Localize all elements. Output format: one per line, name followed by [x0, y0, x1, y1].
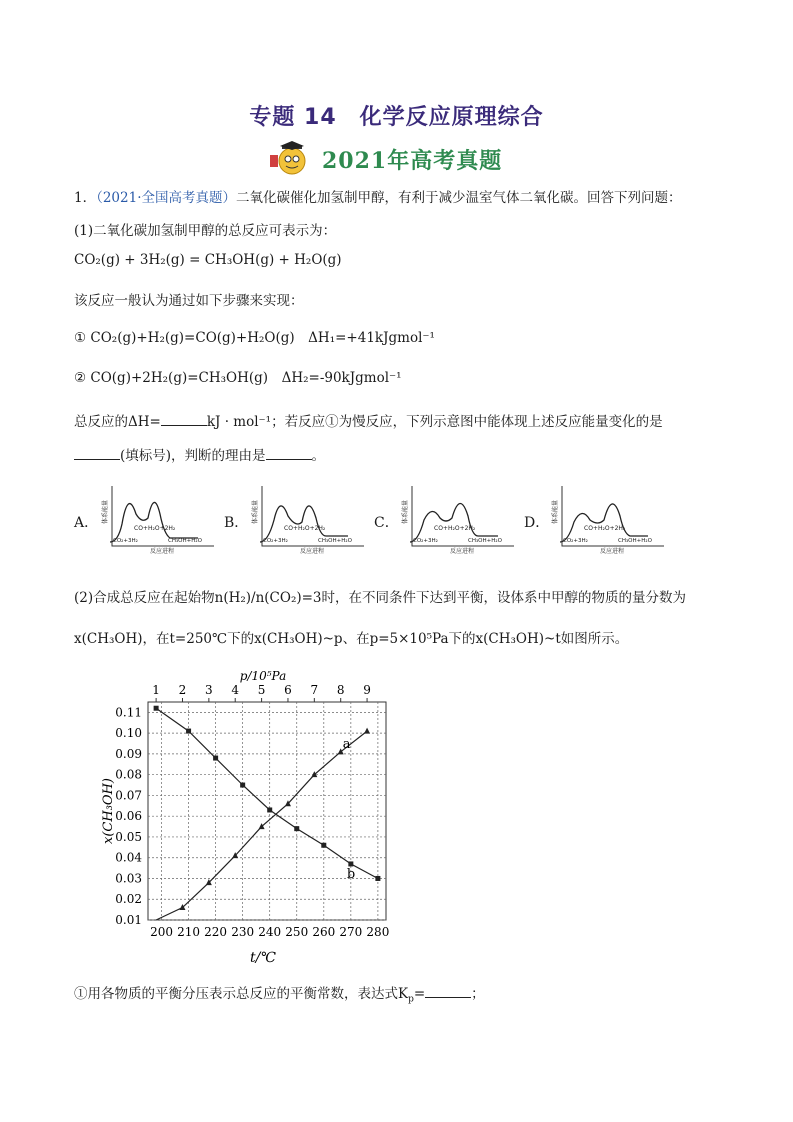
x2-tick-label: 6 — [284, 683, 292, 697]
data-point-b — [240, 783, 245, 788]
x2-tick-label: 8 — [336, 683, 345, 697]
x-axis-label: 反应进程 — [150, 548, 175, 554]
option-label: D． — [524, 515, 550, 531]
part2-line-2: x(CH₃OH)，在t=250℃下的x(CH₃OH)~p、在p=5×10⁵Pa下的x(CH₃OH)~t如图所示。 — [74, 631, 629, 647]
plot-frame — [148, 702, 386, 920]
reactant-label: CO₂+3H₂ — [113, 538, 138, 544]
intermediate-label: CO+H₂O+2H₂ — [584, 525, 626, 532]
x-axis-label: 反应进程 — [450, 548, 475, 554]
x-tick-label: 270 — [339, 925, 363, 939]
x-axis-label: t/℃ — [249, 950, 277, 966]
y-tick-label: 0.05 — [115, 829, 142, 844]
option-label: B． — [224, 515, 249, 531]
x2-tick-label: 9 — [363, 683, 371, 697]
top-axis-label: p/10⁵Pa — [239, 669, 287, 683]
mascot-logo-icon — [268, 141, 314, 177]
step-1: ① CO₂(g)+H₂(g)=CO(g)+H₂O(g) ΔH₁=+41kJgmol⁻¹ — [74, 330, 435, 346]
data-point-a — [259, 823, 265, 829]
x-tick-label: 250 — [285, 925, 309, 939]
data-point-b — [375, 876, 380, 881]
series-label-b: b — [346, 866, 356, 882]
energy-curve — [560, 504, 648, 542]
energy-curve — [410, 503, 498, 542]
series-line-b — [156, 708, 378, 878]
x2-tick-label: 4 — [231, 683, 240, 697]
x-axis-label: 反应进程 — [300, 548, 325, 554]
step-2: ② CO(g)+2H₂(g)=CH₃OH(g) ΔH₂=-90kJgmol⁻¹ — [74, 370, 402, 386]
question-stem: 1．（2021·全国高考真题）二氧化碳催化加氢制甲醇，有利于减少温室气体二氧化碳。回答下列问题： — [74, 190, 682, 206]
data-point-b — [267, 807, 272, 812]
y-axis-label: x(CH₃OH) — [101, 778, 116, 844]
answer-blank[interactable] — [266, 447, 312, 460]
reactant-label: CO₂+3H₂ — [413, 538, 438, 544]
energy-curve — [110, 502, 198, 542]
y-tick-label: 0.09 — [115, 746, 142, 761]
product-label: CH₃OH+H₂O — [618, 538, 652, 544]
data-point-b — [348, 861, 353, 866]
y-tick-label: 0.08 — [115, 767, 142, 782]
y-tick-label: 0.10 — [115, 726, 142, 741]
reactant-label: CO₂+3H₂ — [563, 538, 588, 544]
x-tick-label: 260 — [312, 925, 336, 939]
intermediate-label: CO+H₂O+2H₂ — [134, 525, 176, 532]
part2-line-1: (2)合成总反应在起始物n(H₂)/n(CO₂)=3时，在不同条件下达到平衡，设体系中甲醇的物质的量分数为 — [74, 590, 687, 606]
question-1-line: 总反应的ΔH= kJ · mol⁻¹；若反应①为慢反应，下列示意图中能体现上述反应能量变化的是 — [74, 414, 663, 430]
y-tick-label: 0.07 — [115, 788, 142, 803]
x2-tick-label: 3 — [205, 683, 213, 697]
x-tick-label: 220 — [204, 925, 228, 939]
y-axis-label: 体系能量 — [552, 499, 559, 524]
data-point-b — [186, 729, 191, 734]
energy-diagram-option-2[interactable] — [248, 484, 366, 554]
data-point-b — [154, 706, 159, 711]
energy-axes — [262, 486, 364, 546]
y-axis-label: 体系能量 — [252, 499, 259, 524]
page-title: 专题 14 化学反应原理综合 — [249, 105, 544, 130]
steps-intro: 该反应一般认为通过如下步骤来实现： — [74, 293, 304, 309]
series-label-a: a — [342, 736, 351, 752]
data-point-b — [213, 756, 218, 761]
energy-axes — [112, 486, 214, 546]
x-tick-label: 240 — [258, 925, 282, 939]
energy-diagram-option-3[interactable] — [398, 484, 516, 554]
data-point-a — [364, 728, 370, 734]
part1-intro: (1)二氧化碳加氢制甲醇的总反应可表示为： — [74, 223, 337, 239]
data-point-b — [321, 843, 326, 848]
x2-tick-label: 5 — [257, 683, 266, 697]
chart-svg — [98, 668, 418, 968]
intermediate-label: CO+H₂O+2H₂ — [284, 525, 326, 532]
product-label: CH₃OH+H₂O — [318, 538, 352, 544]
energy-curve — [260, 506, 348, 542]
sub-question-1: ①用各物质的平衡分压表示总反应的平衡常数，表达式$K_p=$ ； — [74, 986, 485, 1005]
y-tick-label: 0.01 — [115, 913, 142, 927]
question-1-line-2: (填标号)，判断的理由是 。 — [74, 444, 325, 464]
energy-diagram-option-4[interactable] — [548, 484, 666, 554]
x-tick-label: 200 — [150, 925, 173, 939]
answer-blank[interactable] — [425, 985, 471, 998]
product-label: CH₃OH+H₂O — [468, 538, 502, 544]
answer-blank[interactable] — [161, 413, 207, 426]
section-subtitle: 2021年高考真题 — [322, 147, 503, 174]
option-label: C． — [374, 515, 399, 531]
y-tick-label: 0.06 — [115, 809, 142, 824]
y-axis-label: 体系能量 — [402, 499, 409, 524]
x-tick-label: 230 — [231, 925, 255, 939]
x-tick-label: 280 — [366, 925, 390, 939]
intermediate-label: CO+H₂O+2H₂ — [434, 525, 476, 532]
energy-diagram-option-1[interactable] — [98, 484, 216, 554]
data-point-b — [294, 826, 299, 831]
product-label: CH₃OH+H₂O — [168, 538, 202, 544]
y-axis-label: 体系能量 — [102, 499, 109, 524]
reactant-label: CO₂+3H₂ — [263, 538, 288, 544]
x2-tick-label: 7 — [310, 683, 319, 697]
y-tick-label: 0.11 — [115, 705, 142, 720]
chart — [98, 668, 418, 972]
answer-blank[interactable] — [74, 447, 120, 460]
x-tick-label: 210 — [177, 925, 201, 939]
option-label: A． — [74, 515, 99, 531]
overall-reaction: CO₂(g) + 3H₂(g) = CH₃OH(g) + H₂O(g) — [74, 252, 342, 268]
options-row — [74, 484, 714, 554]
subtitle-banner — [268, 140, 502, 178]
x2-tick-label: 1 — [152, 683, 160, 697]
y-tick-label: 0.02 — [115, 892, 142, 907]
y-tick-label: 0.04 — [115, 850, 142, 865]
y-tick-label: 0.03 — [115, 871, 142, 886]
energy-axes — [412, 486, 514, 546]
x-axis-label: 反应进程 — [600, 548, 625, 554]
x2-tick-label: 2 — [178, 683, 187, 697]
